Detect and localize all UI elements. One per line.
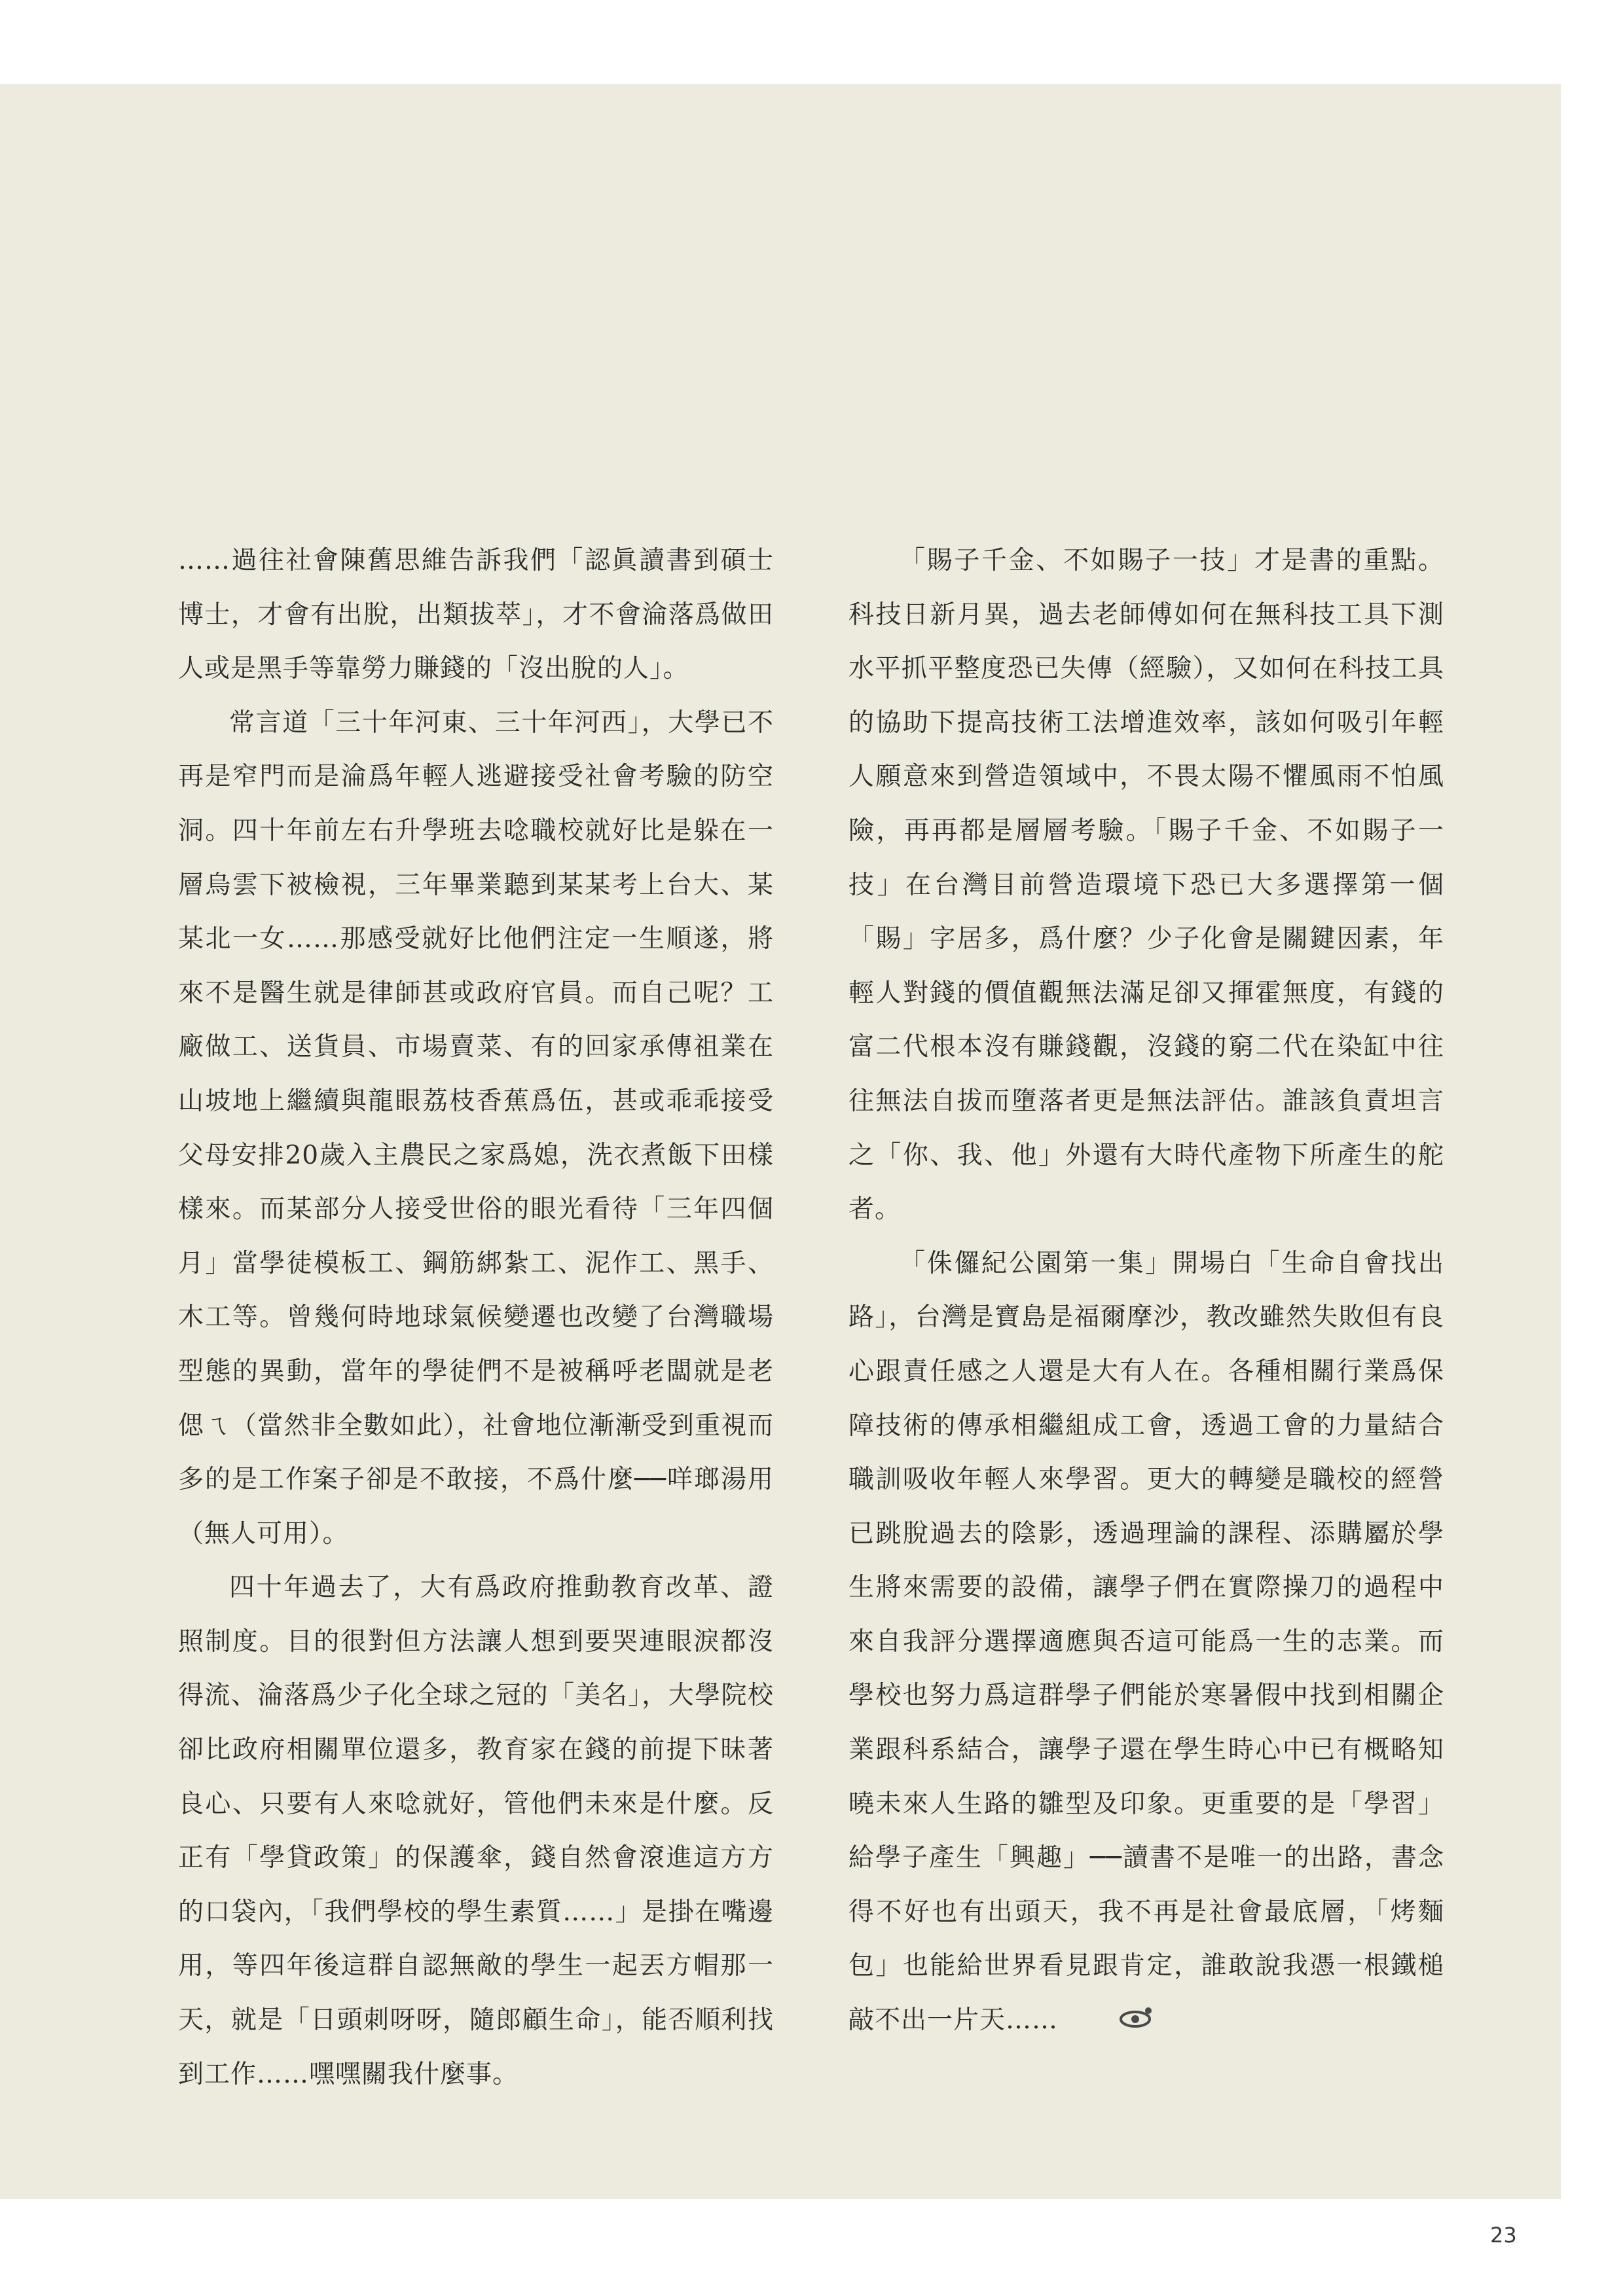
page-number: 23 xyxy=(1490,2223,1517,2248)
article-paragraph-text: 「侏儸紀公園第一集」開場白「生命自會找出路」，台灣是寶島是福爾摩沙，教改雖然失敗但有良心跟責任感之人還是大有人在。各種相關行業爲保障技術的傳承相繼組成工會，透過工會的力量結合職訓吸收年輕人來學習。更大的轉變是職校的經營已跳脫過去的陰影，透過理論的課程、添購屬於學生將來需要的設備，讓學子們在實際操刀的過程中來自我評分選擇適應與否這可能爲一生的志業。而學校也努力爲這群學子們能於寒暑假中找到相關企業跟科系結合，讓學子還在學生時心中已有概略知曉未來人生路的雛型及印象。更重要的是「學習」給學子產生「興趣」──讀書不是唯一的出路，書念得不好也有出頭天，我不再是社會最底層，「烤麵包」也能給世界看見跟肯定，誰敢說我憑一根鐵槌敲不出一片天…… xyxy=(848,1248,1444,2036)
article-paragraph-last xyxy=(848,1237,1444,2049)
article-paragraph: 常言道「三十年河東、三十年河西」，大學已不再是窄門而是淪爲年輕人逃避接受社會考驗的防空洞。四十年前左右升學班去唸職校就好比是躲在一層烏雲下被檢視，三年畢業聽到某某考上台大、某某北一女……那感受就好比他們注定一生順遂，將來不是醫生就是律師甚或政府官員。而自己呢？工廠做工、送貨員、市場賣菜、有的回家承傳祖業在山坡地上繼續與龍眼荔枝香蕉爲伍，甚或乖乖接受父母安排20歲入主農民之家爲媳，洗衣煮飯下田樣樣來。而某部分人接受世俗的眼光看待「三年四個月」當學徒模板工、鋼筋綁紮工、泥作工、黑手、木工等。曾幾何時地球氣候變遷也改變了台灣職場型態的異動，當年的學徒們不是被稱呼老闆就是老偲ㄟ（當然非全數如此），社會地位漸漸受到重視而多的是工作案子卻是不敢接，不爲什麼──咩瑯湯用（無人可用）。 xyxy=(178,708,774,1549)
article-paragraph: 「賜子千金、不如賜子一技」才是書的重點。科技日新月異，過去老師傅如何在無科技工具下測水平抓平整度恐已失傳（經驗），又如何在科技工具的協助下提高技術工法增進效率，該如何吸引年輕人願意來到營造領域中，不畏太陽不懼風雨不怕風險，再再都是層層考驗。「賜子千金、不如賜子一技」在台灣目前營造環境下恐已大多選擇第一個「賜」字居多，爲什麼？少子化會是關鍵因素，年輕人對錢的價值觀無法滿足卻又揮霍無度，有錢的富二代根本沒有賺錢觀，沒錢的窮二代在染缸中往往無法自拔而墮落者更是無法評估。誰該負責坦言之「你、我、他」外還有大時代產物下所產生的舵者。 xyxy=(848,546,1444,1225)
article-column-right xyxy=(848,534,1444,2049)
page-background xyxy=(0,84,1561,2248)
article-paragraph: ……過往社會陳舊思維告訴我們「認眞讀書到碩士博士，才會有出脫，出類拔萃」，才不會淪落爲做田人或是黑手等靠勞力賺錢的「沒出脫的人」。 xyxy=(178,546,774,684)
article-column-left xyxy=(178,534,774,2102)
article-paragraph: 四十年過去了，大有爲政府推動教育改革、證照制度。目的很對但方法讓人想到要哭連眼淚都沒得流、淪落爲少子化全球之冠的「美名」，大學院校卻比政府相關單位還多，教育家在錢的前提下昧著良心、只要有人來唸就好，管他們未來是什麼。反正有「學貸政策」的保護傘，錢自然會滾進這方方的口袋內，「我們學校的學生素質……」是掛在嘴邊用，等四年後這群自認無敵的學生一起丟方帽那一天，就是「日頭刺呀呀，隨郎顧生命」，能否順利找到工作……嘿嘿關我什麼事。 xyxy=(178,1573,774,2089)
eye-ornament-icon xyxy=(1067,1995,1155,2049)
